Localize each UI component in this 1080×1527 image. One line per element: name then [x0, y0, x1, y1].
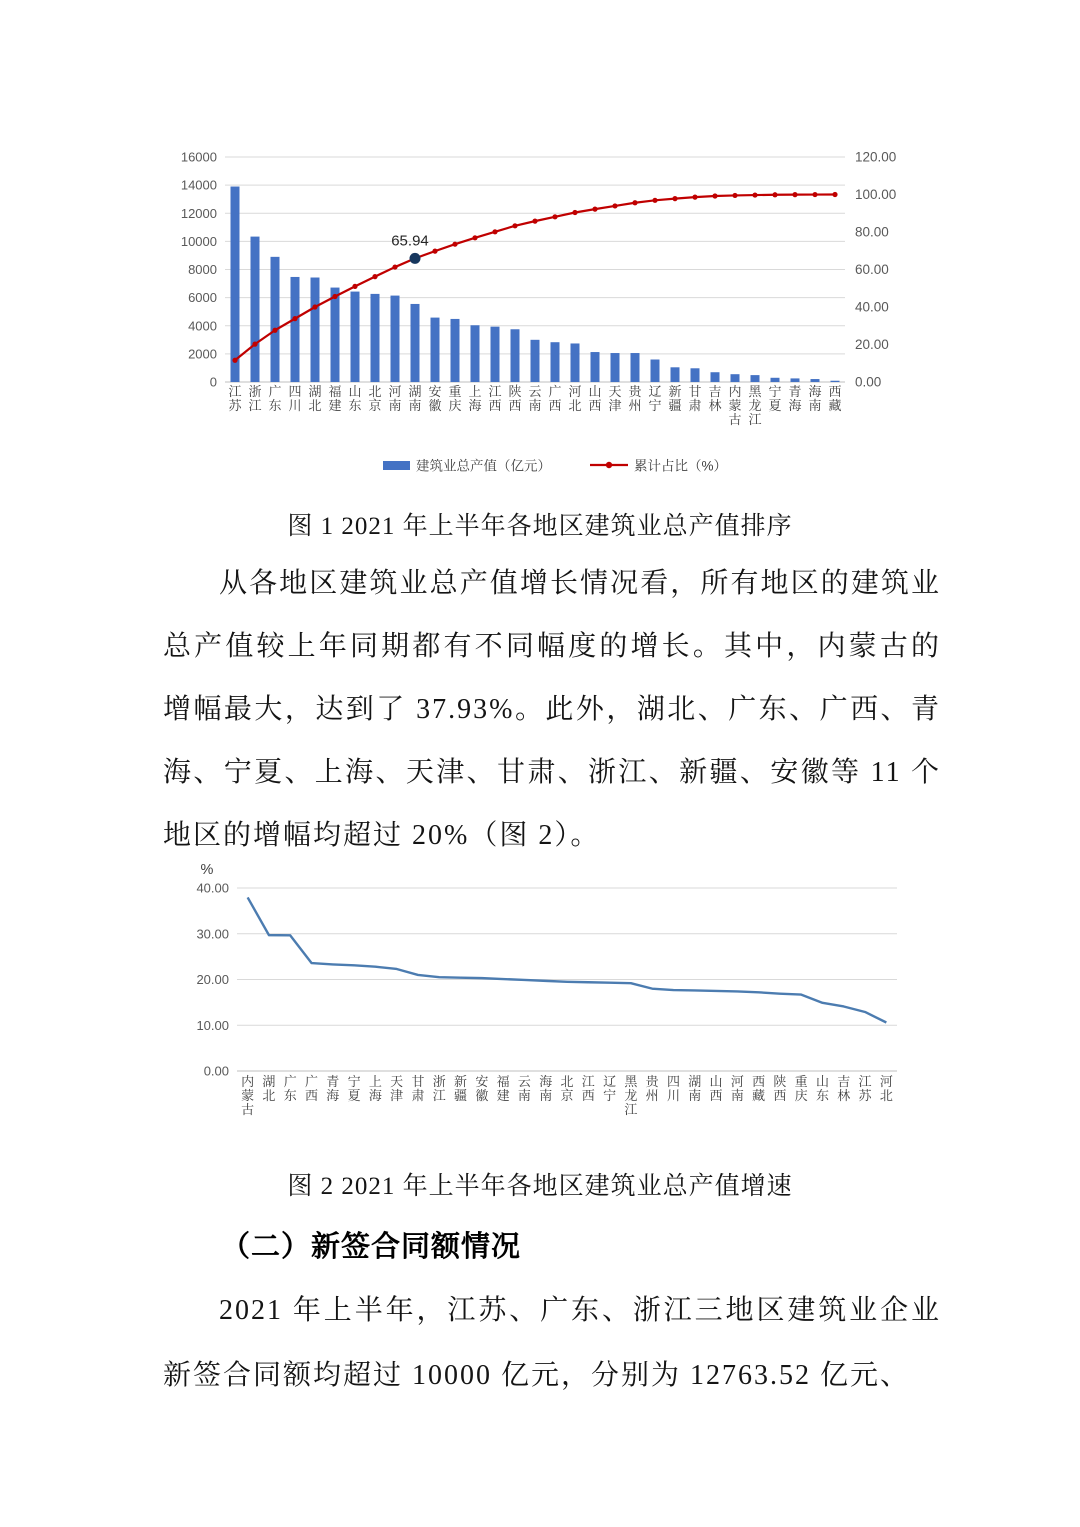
svg-text:江苏: 江苏: [858, 1074, 872, 1103]
svg-text:浙江: 浙江: [248, 384, 262, 413]
pareto-chart-output-value: [158, 138, 920, 488]
svg-text:2000: 2000: [188, 346, 217, 362]
line-chart-growth-rate: [155, 850, 935, 1165]
svg-text:14000: 14000: [180, 177, 217, 193]
svg-text:安徽: 安徽: [475, 1074, 489, 1103]
svg-text:海南: 海南: [808, 384, 822, 413]
svg-text:6000: 6000: [188, 290, 217, 306]
paragraph-growth-analysis: 从各地区建筑业总产值增长情况看，所有地区的建筑业总产值较上年同期都有不同幅度的增长。其中，内蒙古的增幅最大，达到了 37.93%。此外，湖北、广东、广西、青海、宁夏、上海、天津、甘肃、浙江、新疆、安徽等 11 个地区的增幅均超过 20%（图 2）。: [163, 568, 941, 851]
svg-text:四川: 四川: [666, 1074, 680, 1103]
svg-text:浙江: 浙江: [432, 1074, 446, 1103]
svg-text:青海: 青海: [788, 384, 802, 413]
gridlines: [237, 888, 897, 1071]
svg-text:辽宁: 辽宁: [648, 384, 662, 413]
svg-text:山东: 山东: [815, 1074, 829, 1103]
figure1-caption: 图 1 2021 年上半年各地区建筑业总产值排序: [287, 513, 793, 540]
y-axis-unit-label: %: [200, 862, 214, 878]
svg-text:吉林: 吉林: [708, 384, 722, 413]
axis-tick-labels: [196, 881, 229, 1079]
svg-text:120.00: 120.00: [855, 149, 897, 165]
svg-text:贵州: 贵州: [645, 1074, 659, 1103]
svg-text:青海: 青海: [326, 1074, 340, 1103]
svg-text:10.00: 10.00: [196, 1017, 229, 1033]
svg-text:河南: 河南: [730, 1074, 744, 1103]
svg-text:宁夏: 宁夏: [768, 384, 782, 413]
svg-text:山西: 山西: [709, 1074, 723, 1103]
svg-text:20.00: 20.00: [196, 972, 229, 987]
svg-text:广东: 广东: [283, 1074, 297, 1103]
svg-text:30.00: 30.00: [196, 926, 229, 942]
svg-text:宁夏: 宁夏: [347, 1074, 361, 1103]
svg-text:10000: 10000: [180, 233, 217, 249]
svg-text:40.00: 40.00: [855, 299, 889, 315]
paragraph-new-contracts: 2021 年上半年，江苏、广东、浙江三地区建筑业企业新签合同额均超过 10000 亿元，分别为 12763.52 亿元、: [163, 1295, 941, 1391]
svg-text:山东: 山东: [348, 384, 362, 413]
legend-line-label: 累计占比（%）: [634, 458, 728, 474]
svg-text:福建: 福建: [496, 1074, 510, 1103]
category-axis-labels: [241, 1074, 893, 1117]
svg-text:0: 0: [209, 374, 217, 390]
svg-text:西藏: 西藏: [752, 1074, 766, 1103]
svg-text:40.00: 40.00: [196, 880, 229, 896]
svg-text:天津: 天津: [608, 384, 622, 413]
legend-bar-swatch: [383, 461, 410, 470]
svg-text:上海: 上海: [368, 1074, 382, 1103]
svg-text:西藏: 西藏: [828, 384, 842, 413]
svg-text:甘肃: 甘肃: [688, 384, 702, 413]
cumulative-percent-line: [232, 192, 837, 363]
svg-text:湖南: 湖南: [688, 1074, 702, 1103]
legend: [383, 458, 727, 474]
section-heading-new-contracts: （二）新签合同额情况: [221, 1231, 522, 1263]
svg-text:广西: 广西: [548, 384, 562, 413]
svg-text:河北: 河北: [568, 384, 582, 413]
svg-text:天津: 天津: [390, 1074, 404, 1103]
svg-text:12000: 12000: [180, 205, 217, 221]
svg-text:海南: 海南: [539, 1074, 553, 1103]
svg-text:湖南: 湖南: [408, 384, 422, 413]
svg-text:安徽: 安徽: [428, 384, 442, 413]
svg-text:20.00: 20.00: [855, 337, 889, 352]
svg-text:100.00: 100.00: [855, 187, 897, 202]
svg-text:吉林: 吉林: [837, 1074, 851, 1103]
svg-text:北京: 北京: [368, 384, 382, 413]
svg-text:甘肃: 甘肃: [411, 1074, 425, 1103]
svg-text:黑龙江: 黑龙江: [624, 1074, 638, 1117]
pareto-chart-svg: [158, 138, 920, 488]
svg-text:4000: 4000: [188, 318, 217, 334]
svg-text:贵州: 贵州: [628, 384, 642, 413]
data-label-65-94: 65.94: [391, 232, 429, 250]
svg-text:黑龙江: 黑龙江: [748, 384, 762, 427]
legend-bar-label: 建筑业总产值（亿元）: [416, 458, 551, 474]
svg-text:河南: 河南: [388, 384, 402, 413]
svg-text:16000: 16000: [180, 149, 217, 165]
svg-text:陕西: 陕西: [508, 384, 522, 413]
figure2-caption: 图 2 2021 年上半年各地区建筑业总产值增速: [287, 1173, 793, 1200]
svg-text:湖北: 湖北: [308, 384, 322, 413]
bar-series-total-output: [231, 187, 840, 382]
svg-text:80.00: 80.00: [855, 224, 889, 240]
svg-text:四川: 四川: [288, 384, 302, 413]
svg-text:内蒙古: 内蒙古: [241, 1074, 255, 1117]
svg-text:内蒙古: 内蒙古: [728, 384, 742, 427]
svg-text:新疆: 新疆: [454, 1074, 468, 1103]
svg-text:江苏: 江苏: [228, 384, 242, 413]
svg-text:云南: 云南: [528, 384, 542, 413]
svg-text:福建: 福建: [328, 384, 342, 413]
svg-text:60.00: 60.00: [855, 262, 889, 277]
svg-text:重庆: 重庆: [794, 1074, 808, 1103]
growth-rate-line: [248, 897, 887, 1022]
svg-text:广东: 广东: [268, 384, 282, 413]
svg-text:河北: 河北: [879, 1074, 893, 1103]
highlighted-data-point: [410, 253, 421, 264]
svg-text:湖北: 湖北: [262, 1074, 276, 1103]
svg-text:上海: 上海: [468, 384, 482, 413]
svg-text:新疆: 新疆: [668, 384, 682, 413]
svg-text:辽宁: 辽宁: [603, 1074, 617, 1103]
svg-text:重庆: 重庆: [448, 384, 462, 413]
category-axis-labels: [228, 384, 841, 427]
svg-text:江西: 江西: [581, 1074, 595, 1103]
svg-text:0.00: 0.00: [203, 1063, 229, 1079]
growth-line-chart-svg: [155, 850, 935, 1165]
svg-text:陕西: 陕西: [773, 1074, 787, 1103]
svg-text:江西: 江西: [488, 384, 502, 413]
svg-text:0.00: 0.00: [855, 374, 882, 390]
svg-text:北京: 北京: [560, 1074, 574, 1103]
svg-text:山西: 山西: [588, 384, 602, 413]
svg-text:云南: 云南: [517, 1074, 531, 1103]
svg-text:广西: 广西: [305, 1074, 319, 1103]
svg-text:8000: 8000: [188, 262, 217, 277]
